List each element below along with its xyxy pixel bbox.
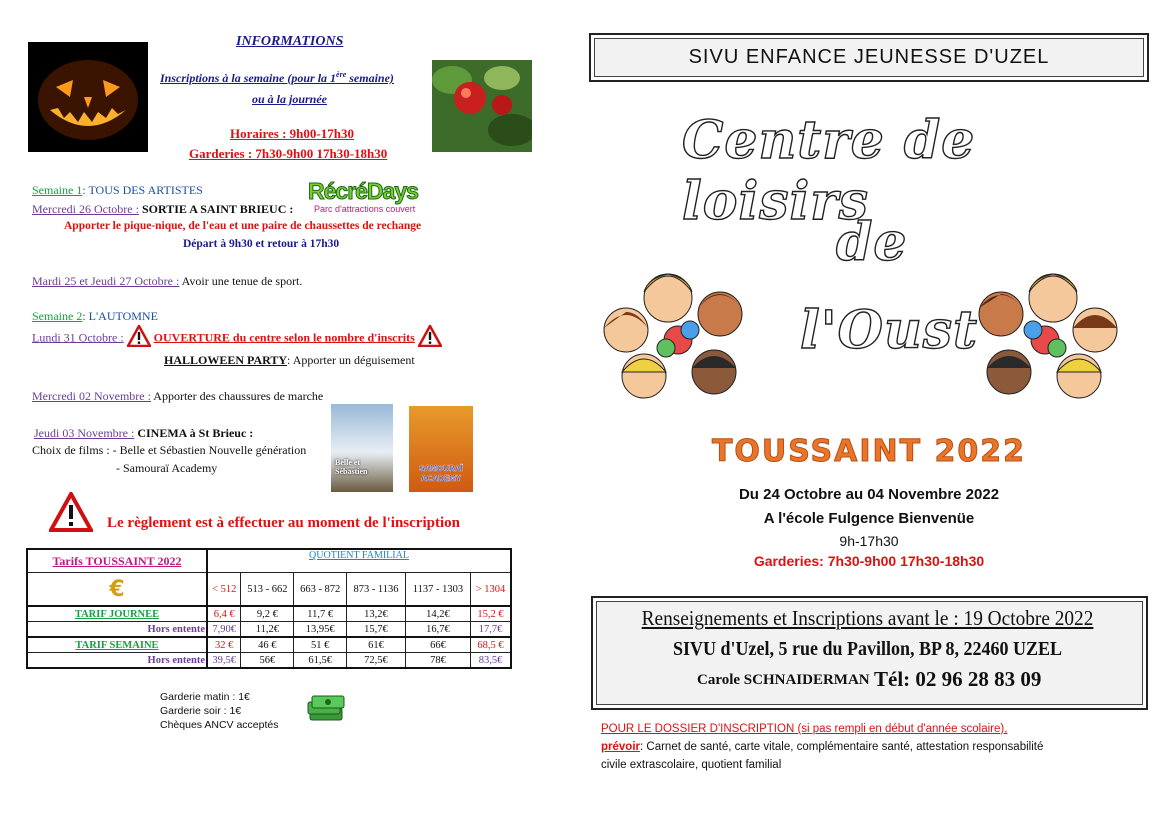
informations-heading: INFORMATIONS [236, 34, 344, 49]
apporter-text: Apporter le pique-nique, de l'eau et une paire de chaussettes de rechange [64, 220, 422, 232]
toussaint-title: TOUSSAINT 2022 [711, 434, 1027, 469]
warning-icon [418, 325, 442, 352]
bracket-3: 873 - 1136 [347, 573, 406, 607]
pumpkin-image [28, 42, 148, 152]
lieu-text: A l'école Fulgence Bienvenüe [763, 510, 975, 527]
renseignements-text: Renseignements et Inscriptions avant le : 19 Octobre 2022 [641, 606, 1094, 630]
samourai-academy-poster: SAMOURAÏ ACADEMY [409, 406, 473, 492]
semaine2-line: Semaine 2: L'AUTOMNE [32, 309, 158, 323]
prevoir-line: prévoir: Carnet de santé, carte vitale, complémentaire santé, attestation responsabilité [601, 741, 1044, 753]
bracket-5: > 1304 [471, 573, 511, 607]
mardi-line: Mardi 25 et Jeudi 27 Octobre : Avoir une tenue de sport. [32, 274, 303, 288]
table-row: Hors entente 39,5€ 56€ 61,5€ 72,5€ 78€ 83,5€ [27, 653, 511, 669]
adresse-text: SIVU d'Uzel, 5 rue du Pavillon, BP 8, 22460 UZEL [672, 638, 1063, 660]
bracket-0: < 512 [207, 573, 241, 607]
title-line3: l'Oust [800, 300, 979, 361]
films-line1: Choix de films : - Belle et Sébastien Nouvelle génération [32, 443, 307, 457]
prevoir-line2: civile extrascolaire, quotient familial [601, 759, 782, 771]
reglement-text: Le règlement est à effectuer au moment de l'inscription [107, 515, 460, 531]
table-row: Hors entente 7,90€ 11,2€ 13,95€ 15,7€ 16,7€ 17,7€ [27, 622, 511, 638]
telephone-text: Tél: 02 96 28 83 09 [874, 667, 1042, 691]
tarifs-table: Tarifs TOUSSAINT 2022 QUOTIENT FAMILIAL € < 512 513 - 662 663 - 872 873 - 1136 1137 - 1303 > 1304 TARIF JOURNEE 6,4 € 9,2 € 11,7 € 13,2€ 14,2€ 15,2 € Hors entente 7,90€ 11,2€ 13,95€ 15,7€ 16,7€ 17,7€ TARIF SEMAINE 32 € 46 € 51 € 61€ 66€ 68,5 € Hors entente 39,5€ 56€ 61,5€ 72,5€ 78€ 83,5€ [26, 548, 512, 669]
title-line2: de [836, 212, 908, 273]
horaires-text: Horaires : 9h00-17h30 [230, 126, 354, 141]
dossier-text: POUR LE DOSSIER D'INSCRIPTION (si pas rempli en début d'année scolaire), [601, 723, 1008, 735]
money-icon [306, 694, 346, 729]
table-row: TARIF SEMAINE 32 € 46 € 51 € 61€ 66€ 68,5 € [27, 637, 511, 653]
halloween-line: HALLOWEEN PARTY: Apporter un déguisement [164, 353, 415, 367]
apple-tree-image [432, 60, 532, 152]
contact-name: Carole SCHNAIDERMAN [697, 672, 870, 688]
lundi31-line: Lundi 31 Octobre : OUVERTURE du centre selon le nombre d'inscrits [32, 325, 442, 352]
inscriptions-line1: Inscriptions à la semaine (pour la 1ère semaine) [160, 70, 394, 85]
bracket-1: 513 - 662 [241, 573, 294, 607]
mercredi02-line: Mercredi 02 Novembre : Apporter des chaussures de marche [32, 389, 324, 403]
euro-icon: € [109, 576, 125, 602]
horaires-right: 9h-17h30 [839, 533, 899, 549]
table-row: TARIF JOURNEE 6,4 € 9,2 € 11,7 € 13,2€ 14,2€ 15,2 € [27, 606, 511, 622]
warning-icon [127, 325, 151, 352]
recredays-logo: RécréDays Parc d'attractions couvert [308, 178, 418, 214]
semaine1-line: Semaine 1: TOUS DES ARTISTES [32, 183, 203, 197]
garderie-info: Garderie matin : 1€ Garderie soir : 1€ Chèques ANCV acceptés [160, 691, 279, 731]
reglement-warning-icon [49, 492, 93, 537]
children-illustration-right [955, 248, 1125, 413]
title-line1: Centre de loisirs [682, 110, 976, 232]
bracket-4: 1137 - 1303 [405, 573, 470, 607]
bracket-2: 663 - 872 [294, 573, 347, 607]
garderies-right: Garderies: 7h30-9h00 17h30-18h30 [753, 553, 985, 569]
films-line2: - Samouraï Academy [116, 461, 218, 475]
garderies-text: Garderies : 7h30-9h00 17h30-18h30 [189, 146, 388, 161]
dates-text: Du 24 Octobre au 04 Novembre 2022 [738, 486, 1000, 503]
mercredi26-line: Mercredi 26 Octobre : SORTIE A SAINT BRIEUC : [32, 202, 294, 216]
belle-sebastien-poster: Belle et Sébastien [331, 404, 393, 492]
jeudi03-line: Jeudi 03 Novembre : CINEMA à St Brieuc : [34, 426, 254, 440]
inscriptions-line2: ou à la journée [252, 92, 328, 106]
header-title: SIVU ENFANCE JEUNESSE D'UZEL [688, 46, 1050, 68]
children-illustration-left [598, 248, 768, 413]
depart-text: Départ à 9h30 et retour à 17h30 [183, 238, 340, 250]
